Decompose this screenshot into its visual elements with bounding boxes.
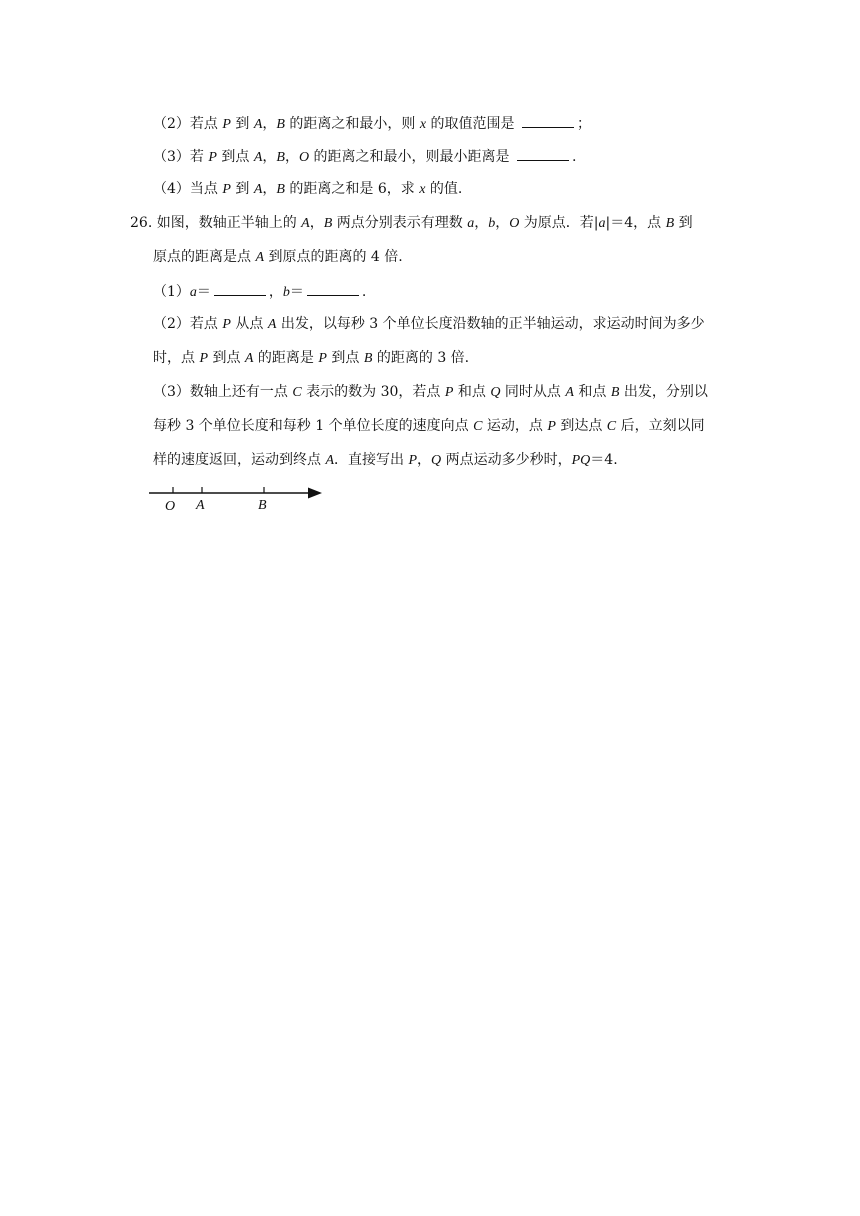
q26-part3-line3: 样的速度返回，运动到终点 A．直接写出 P，Q 两点运动多少秒时，PQ＝4.	[153, 452, 618, 468]
q26-part2-line1: （2）若点 P 从点 A 出发，以每秒 3 个单位长度沿数轴的正半轴运动，求运动时间为多少	[153, 316, 705, 332]
answer-blank	[214, 282, 266, 296]
answer-blank	[517, 147, 569, 161]
q26-part3-line1: （3）数轴上还有一点 C 表示的数为 30，若点 P 和点 Q 同时从点 A 和点 B 出发，分别以	[153, 384, 708, 400]
q25-part3: （3）若 P 到点 A，B，O 的距离之和最小，则最小距离是 .	[153, 149, 577, 165]
label-A: A	[196, 498, 205, 513]
label-B: B	[258, 498, 267, 513]
answer-blank	[307, 282, 359, 296]
label-O: O	[165, 499, 176, 514]
q26-stem-line1: 26. 如图，数轴正半轴上的 A，B 两点分别表示有理数 a，b，O 为原点．若|a|＝4，点 B 到	[130, 215, 693, 231]
q26-part2-line2: 时，点 P 到点 A 的距离是 P 到点 B 的距离的 3 倍.	[153, 350, 470, 366]
q25-part4: （4）当点 P 到 A，B 的距离之和是 6，求 x 的值.	[153, 181, 463, 197]
q25-part2: （2）若点 P 到 A，B 的距离之和最小，则 x 的取值范围是 ；	[153, 116, 591, 132]
q26-stem-line2: 原点的距离是点 A 到原点的距离的 4 倍.	[153, 249, 403, 265]
arrow-head-icon	[308, 488, 322, 499]
q26-part1: （1）a＝ ，b＝ .	[153, 284, 367, 300]
q26-part3-line2: 每秒 3 个单位长度和每秒 1 个单位长度的速度向点 C 运动，点 P 到达点 C 后，立刻以同	[153, 418, 705, 434]
number-line-figure	[145, 484, 335, 514]
answer-blank	[522, 114, 574, 128]
question-number: 26.	[130, 215, 153, 231]
